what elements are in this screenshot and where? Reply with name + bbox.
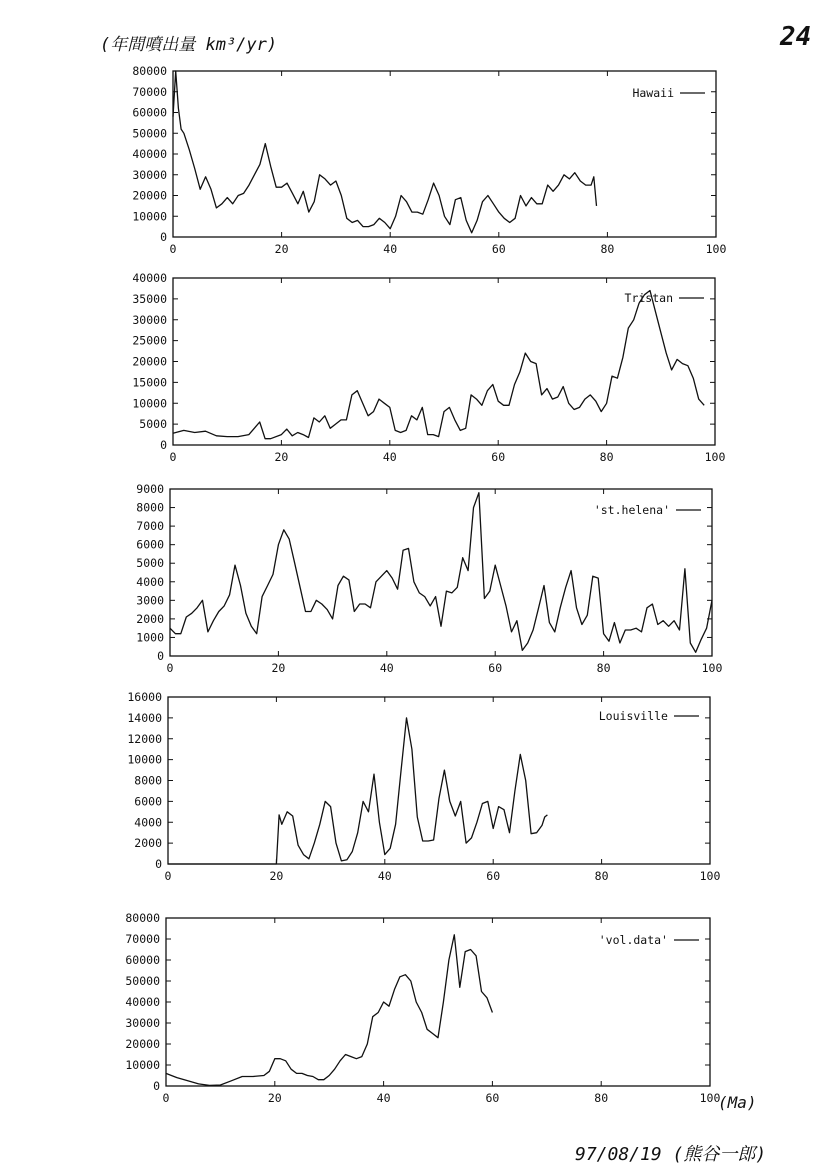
y-tick-label: 5000 [139,417,167,432]
y-tick-label: 0 [160,230,167,244]
page-number-annotation: 24 [780,22,812,52]
x-tick-label: 60 [491,242,506,256]
y-tick-label: 5000 [136,556,164,571]
y-tick-label: 16000 [127,690,162,704]
y-tick-label: 4000 [134,815,162,830]
date-signature-annotation: 97/08/19 (熊谷一郎) [575,1144,767,1165]
y-tick-label: 2000 [134,836,162,851]
y-tick-label: 10000 [132,396,167,411]
x-tick-label: 40 [383,242,398,256]
x-tick-label: 20 [269,869,284,883]
y-tick-label: 80000 [125,911,160,925]
y-tick-label: 70000 [125,932,160,946]
y-tick-label: 2000 [136,611,164,626]
x-tick-label: 20 [274,242,289,256]
y-tick-label: 80000 [132,64,167,78]
x-tick-label: 100 [704,450,726,464]
x-tick-label: 100 [701,661,723,675]
chart-1 [132,64,726,256]
y-tick-label: 14000 [127,710,162,725]
y-tick-label: 60000 [125,953,160,967]
legend-label: 'vol.data' [598,933,668,947]
y-tick-label: 0 [157,649,164,663]
x-tick-label: 100 [705,242,727,256]
x-tick-label: 0 [169,450,177,464]
x-tick-label: 80 [594,1091,609,1105]
x-tick-label: 60 [485,1091,500,1105]
y-tick-label: 0 [153,1079,160,1093]
y-tick-label: 3000 [136,593,164,608]
x-tick-label: 80 [599,450,614,464]
series-line [166,935,492,1086]
x-tick-label: 40 [379,661,394,675]
y-tick-label: 70000 [132,84,167,99]
x-tick-label: 80 [594,869,609,883]
y-tick-label: 30000 [125,1016,160,1030]
y-tick-label: 10000 [132,209,167,224]
x-tick-label: 20 [267,1091,282,1105]
x-tick-label: 0 [166,661,174,675]
series-line [173,71,597,233]
chart-5 [125,911,720,1105]
y-tick-label: 30000 [132,167,167,182]
x-tick-label: 80 [600,242,615,256]
series-line [173,291,704,439]
y-tick-label: 20000 [132,354,167,369]
x-tick-label: 60 [491,450,506,464]
x-tick-label: 100 [699,1091,721,1105]
x-tick-label: 60 [486,869,501,883]
chart-4 [127,690,720,883]
x-tick-label: 100 [699,869,721,883]
y-tick-label: 6000 [136,537,164,552]
y-tick-label: 40000 [125,995,160,1009]
y-tick-label: 30000 [132,312,167,327]
y-tick-label: 0 [160,438,167,452]
y-tick-label: 60000 [132,105,167,120]
y-tick-label: 1000 [136,630,164,645]
x-tick-label: 40 [382,450,397,464]
legend-label: Tristan [624,291,673,305]
y-tick-label: 8000 [134,773,162,788]
x-tick-label: 80 [596,661,611,675]
x-tick-label: 40 [376,1091,391,1105]
legend-label: 'st.helena' [593,503,670,517]
charts-layer [125,64,726,1105]
y-tick-label: 35000 [132,291,167,306]
y-tick-label: 4000 [136,574,164,589]
x-tick-label: 20 [271,661,286,675]
y-tick-label: 8000 [136,500,164,515]
x-tick-label: 40 [377,869,392,883]
y-tick-label: 12000 [127,731,162,746]
y-tick-label: 25000 [132,333,167,348]
x-tick-label: 60 [488,661,503,675]
y-tick-label: 10000 [125,1058,160,1072]
y-tick-label: 0 [155,857,162,871]
x-unit-annotation: (Ma) [718,1093,757,1112]
x-tick-label: 0 [164,869,172,883]
units-header-annotation: (年間噴出量 km³/yr) [100,35,278,55]
y-tick-label: 7000 [136,519,164,534]
y-tick-label: 6000 [134,794,162,809]
y-tick-label: 20000 [132,188,167,203]
legend-label: Hawaii [632,86,674,100]
y-tick-label: 50000 [125,974,160,988]
chart-3 [136,482,722,675]
series-line [168,718,547,864]
chart-2 [132,271,725,464]
x-tick-label: 0 [169,242,177,256]
y-tick-label: 20000 [125,1037,160,1051]
x-tick-label: 0 [162,1091,170,1105]
y-tick-label: 40000 [132,271,167,285]
x-tick-label: 20 [274,450,289,464]
y-tick-label: 15000 [132,375,167,390]
y-tick-label: 40000 [132,147,167,161]
y-tick-label: 50000 [132,126,167,141]
y-tick-label: 10000 [127,752,162,767]
y-tick-label: 9000 [136,482,164,496]
legend-label: Louisville [598,709,668,723]
